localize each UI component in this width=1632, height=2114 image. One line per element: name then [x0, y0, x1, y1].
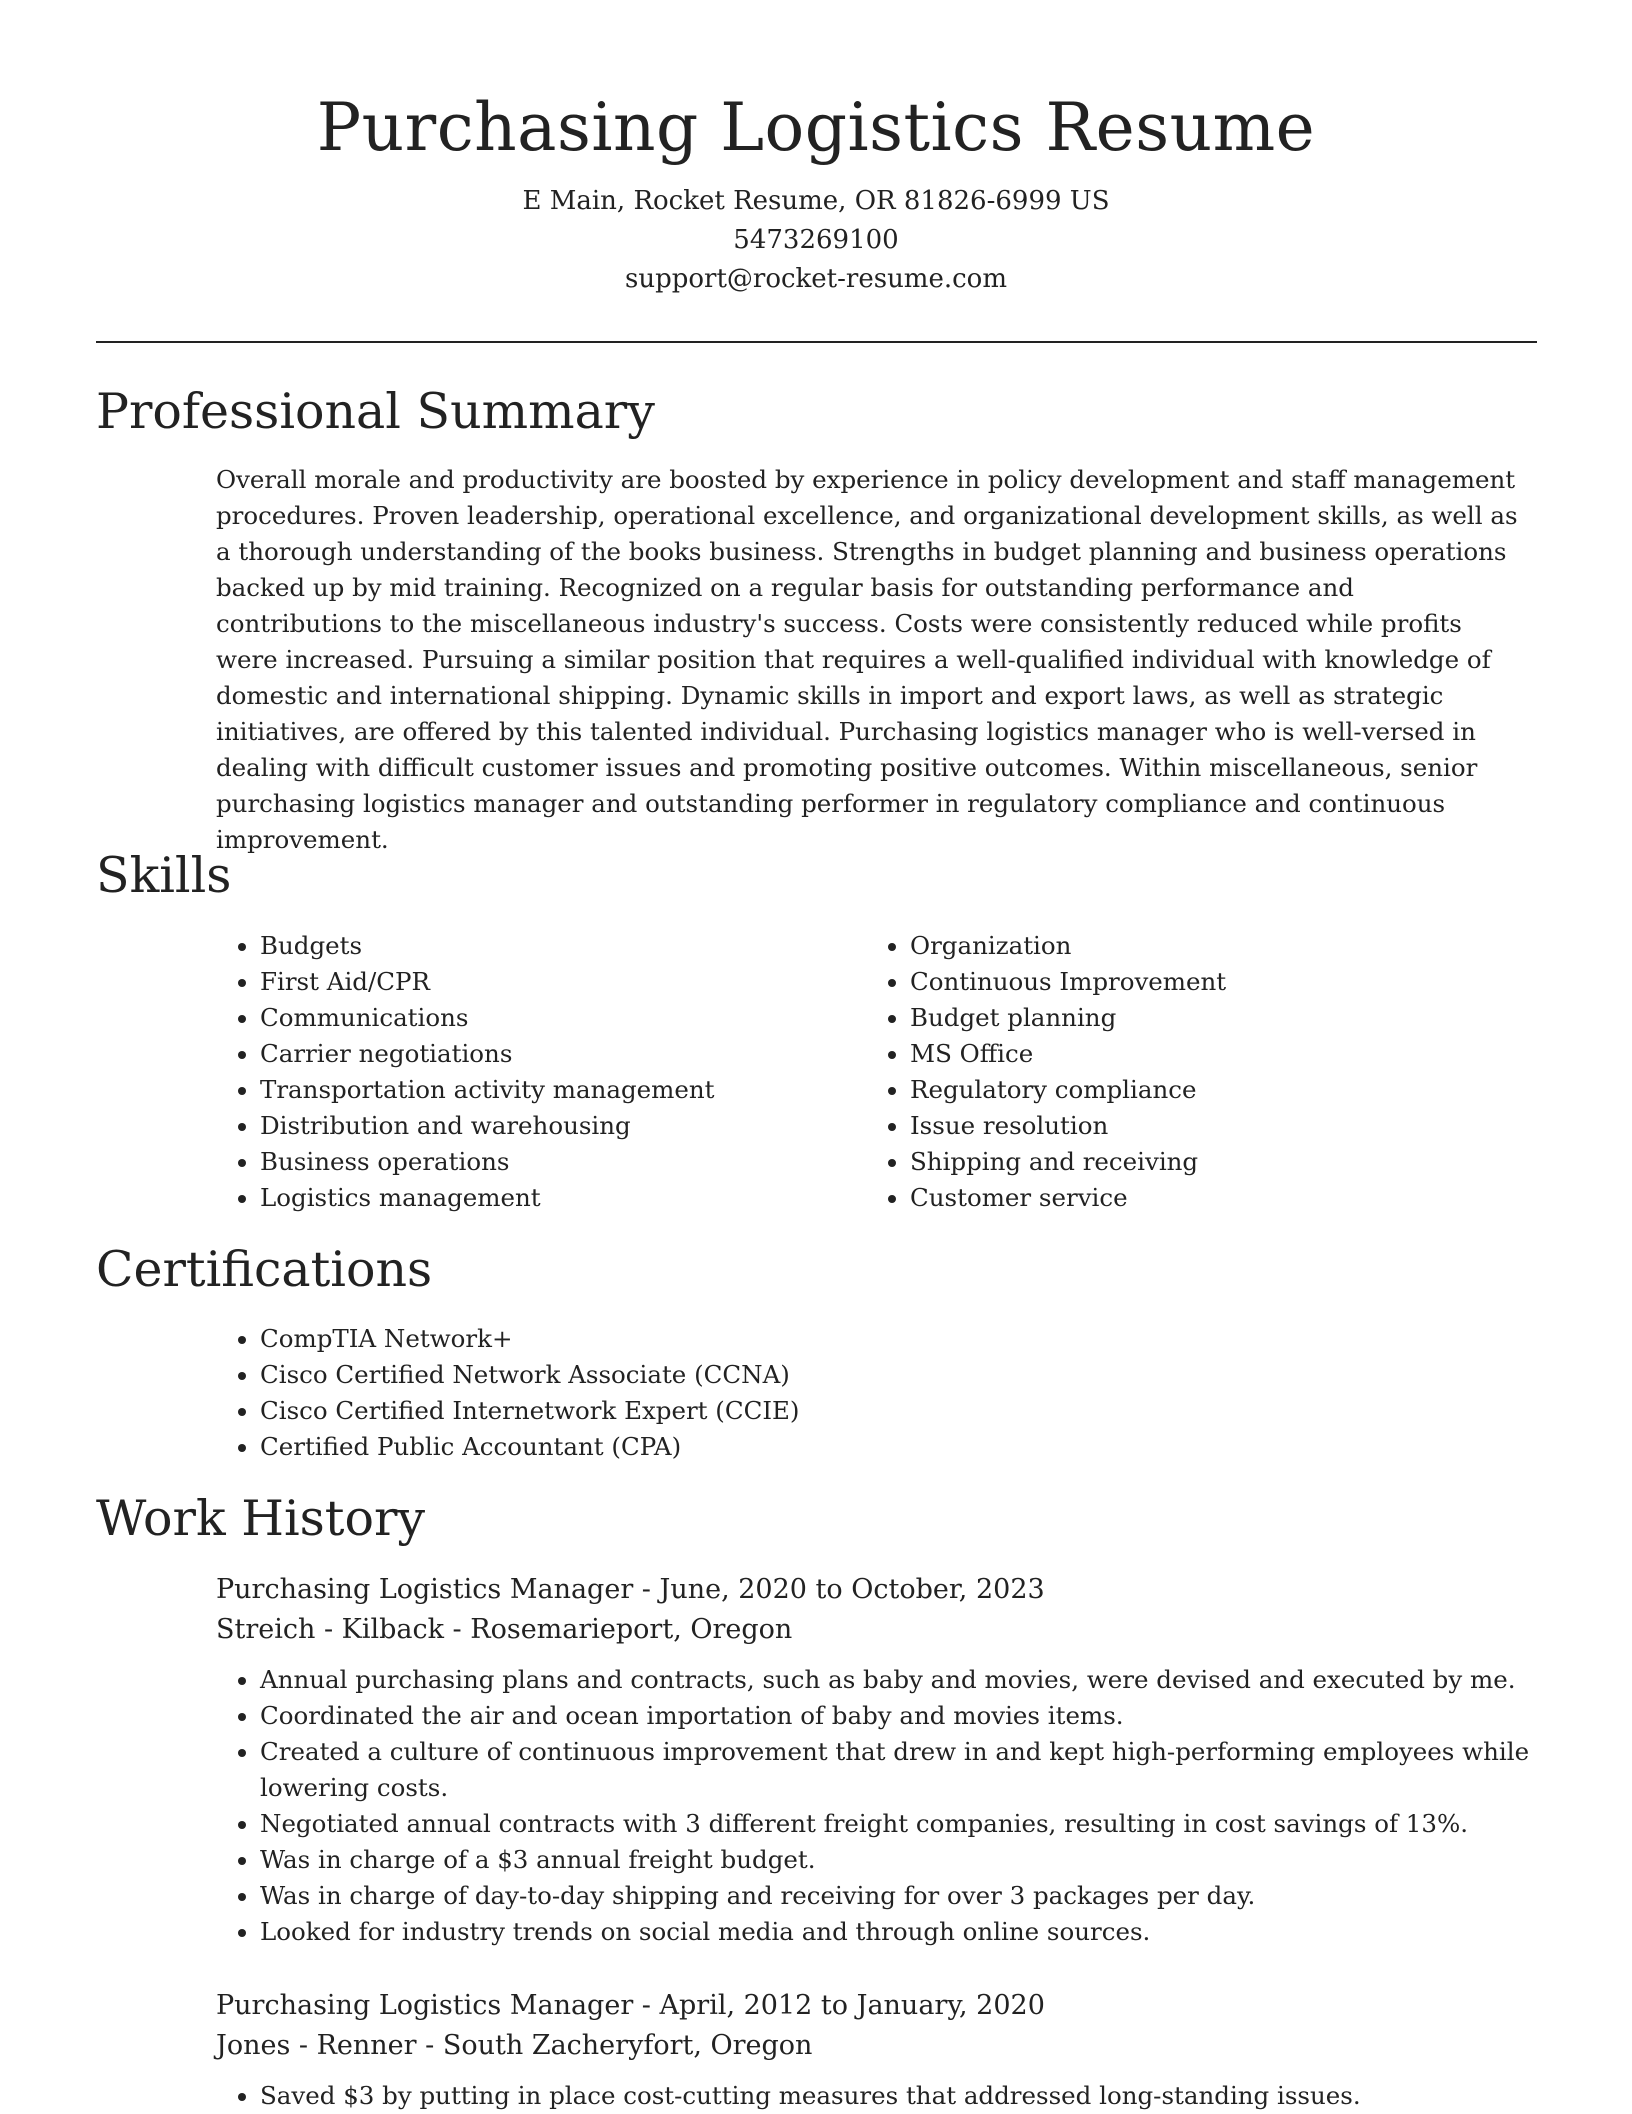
- skill-item: • Distribution and warehousing: [260, 1108, 715, 1144]
- job-entry: [216, 1570, 1536, 1950]
- skills-column-right: [866, 928, 1226, 1216]
- skill-item: • Customer service: [910, 1180, 1226, 1216]
- skills-column-left: [216, 928, 715, 1216]
- header-divider: [96, 341, 1537, 343]
- skill-item: • Issue resolution: [910, 1108, 1226, 1144]
- job-bullets: [216, 1662, 1536, 1950]
- certification-item: • CompTIA Network+: [260, 1321, 799, 1357]
- job-bullets: [216, 2078, 1536, 2114]
- skill-item: • Shipping and receiving: [910, 1144, 1226, 1180]
- skill-item: • Continuous Improvement: [910, 964, 1226, 1000]
- skill-item: • Communications: [260, 1000, 715, 1036]
- job-company: Jones - Renner - South Zacheryfort, Oregon: [216, 2030, 813, 2061]
- job-bullet: • Negotiated annual contracts with 3 different freight companies, resulting in cost savings of 13%.: [260, 1806, 1536, 1842]
- skill-item: • Budget planning: [910, 1000, 1226, 1036]
- skill-item: • Logistics management: [260, 1180, 715, 1216]
- certifications-block: [216, 1321, 799, 1465]
- skills-heading: Skills: [96, 847, 232, 904]
- skill-item: • Transportation activity management: [260, 1072, 715, 1108]
- job-bullet: • Was in charge of a $3 annual freight budget.: [260, 1842, 1536, 1878]
- contact-email: support@rocket-resume.com: [624, 264, 1007, 294]
- job-title: Purchasing Logistics Manager - June, 2020 to October, 2023: [216, 1574, 1045, 1605]
- certification-item: • Cisco Certified Internetwork Expert (CCIE): [260, 1393, 799, 1429]
- skill-item: • Business operations: [260, 1144, 715, 1180]
- skills-list-right: [866, 928, 1226, 1216]
- job-bullet: • Coordinated the air and ocean importation of baby and movies items.: [260, 1698, 1536, 1734]
- summary-text: Overall morale and productivity are boosted by experience in policy development and staff management procedures. Proven leadership, operational excellence, and organizational development skills, as well as a thorough understanding of the books business. Strengths in budget planning and business operations backed up by mid training. Recognized on a regular basis for outstanding performance and contributions to the miscellaneous industry's success. Costs were consistently reduced while profits were increased. Pursuing a similar position that requires a well-qualified individual with knowledge of domestic and international shipping. Dynamic skills in import and export laws, as well as strategic initiatives, are offered by this talented individual. Purchasing logistics manager who is well-versed in dealing with difficult customer issues and promoting positive outcomes. Within miscellaneous, senior purchasing logistics manager and outstanding performer in regulatory compliance and continuous improvement.: [216, 465, 1518, 854]
- job-title: Purchasing Logistics Manager - April, 2012 to January, 2020: [216, 1990, 1045, 2021]
- job-bullet: • Looked for industry trends on social media and through online sources.: [260, 1914, 1536, 1950]
- job-bullet: • Annual purchasing plans and contracts, such as baby and movies, were devised and executed by me.: [260, 1662, 1536, 1698]
- skill-item: • Organization: [910, 928, 1226, 964]
- skill-item: • Regulatory compliance: [910, 1072, 1226, 1108]
- skill-item: • MS Office: [910, 1036, 1226, 1072]
- certification-item: • Certified Public Accountant (CPA): [260, 1429, 799, 1465]
- summary-heading: Professional Summary: [96, 383, 655, 440]
- resume-title: Purchasing Logistics Resume: [316, 89, 1316, 166]
- job-company: Streich - Kilback - Rosemarieport, Oregon: [216, 1614, 793, 1645]
- certifications-list: [216, 1321, 799, 1465]
- job-entry: [216, 1986, 1536, 2114]
- skill-item: • Budgets: [260, 928, 715, 964]
- job-bullet: • Created a culture of continuous improvement that drew in and kept high-performing employees while lowering costs.: [260, 1734, 1536, 1806]
- certification-item: • Cisco Certified Network Associate (CCNA): [260, 1357, 799, 1393]
- contact-phone: 5473269100: [733, 225, 899, 255]
- work-history-heading: Work History: [96, 1490, 426, 1547]
- certifications-heading: Certifications: [96, 1241, 433, 1298]
- contact-address: E Main, Rocket Resume, OR 81826-6999 US: [522, 186, 1110, 216]
- skill-item: • Carrier negotiations: [260, 1036, 715, 1072]
- job-bullet: • Saved $3 by putting in place cost-cutting measures that addressed long-standing issues.: [260, 2078, 1536, 2114]
- skill-item: • First Aid/CPR: [260, 964, 715, 1000]
- resume-header: [0, 0, 1632, 299]
- contact-block: [0, 182, 1632, 299]
- skills-list-left: [216, 928, 715, 1216]
- job-bullet: • Was in charge of day-to-day shipping and receiving for over 3 packages per day.: [260, 1878, 1536, 1914]
